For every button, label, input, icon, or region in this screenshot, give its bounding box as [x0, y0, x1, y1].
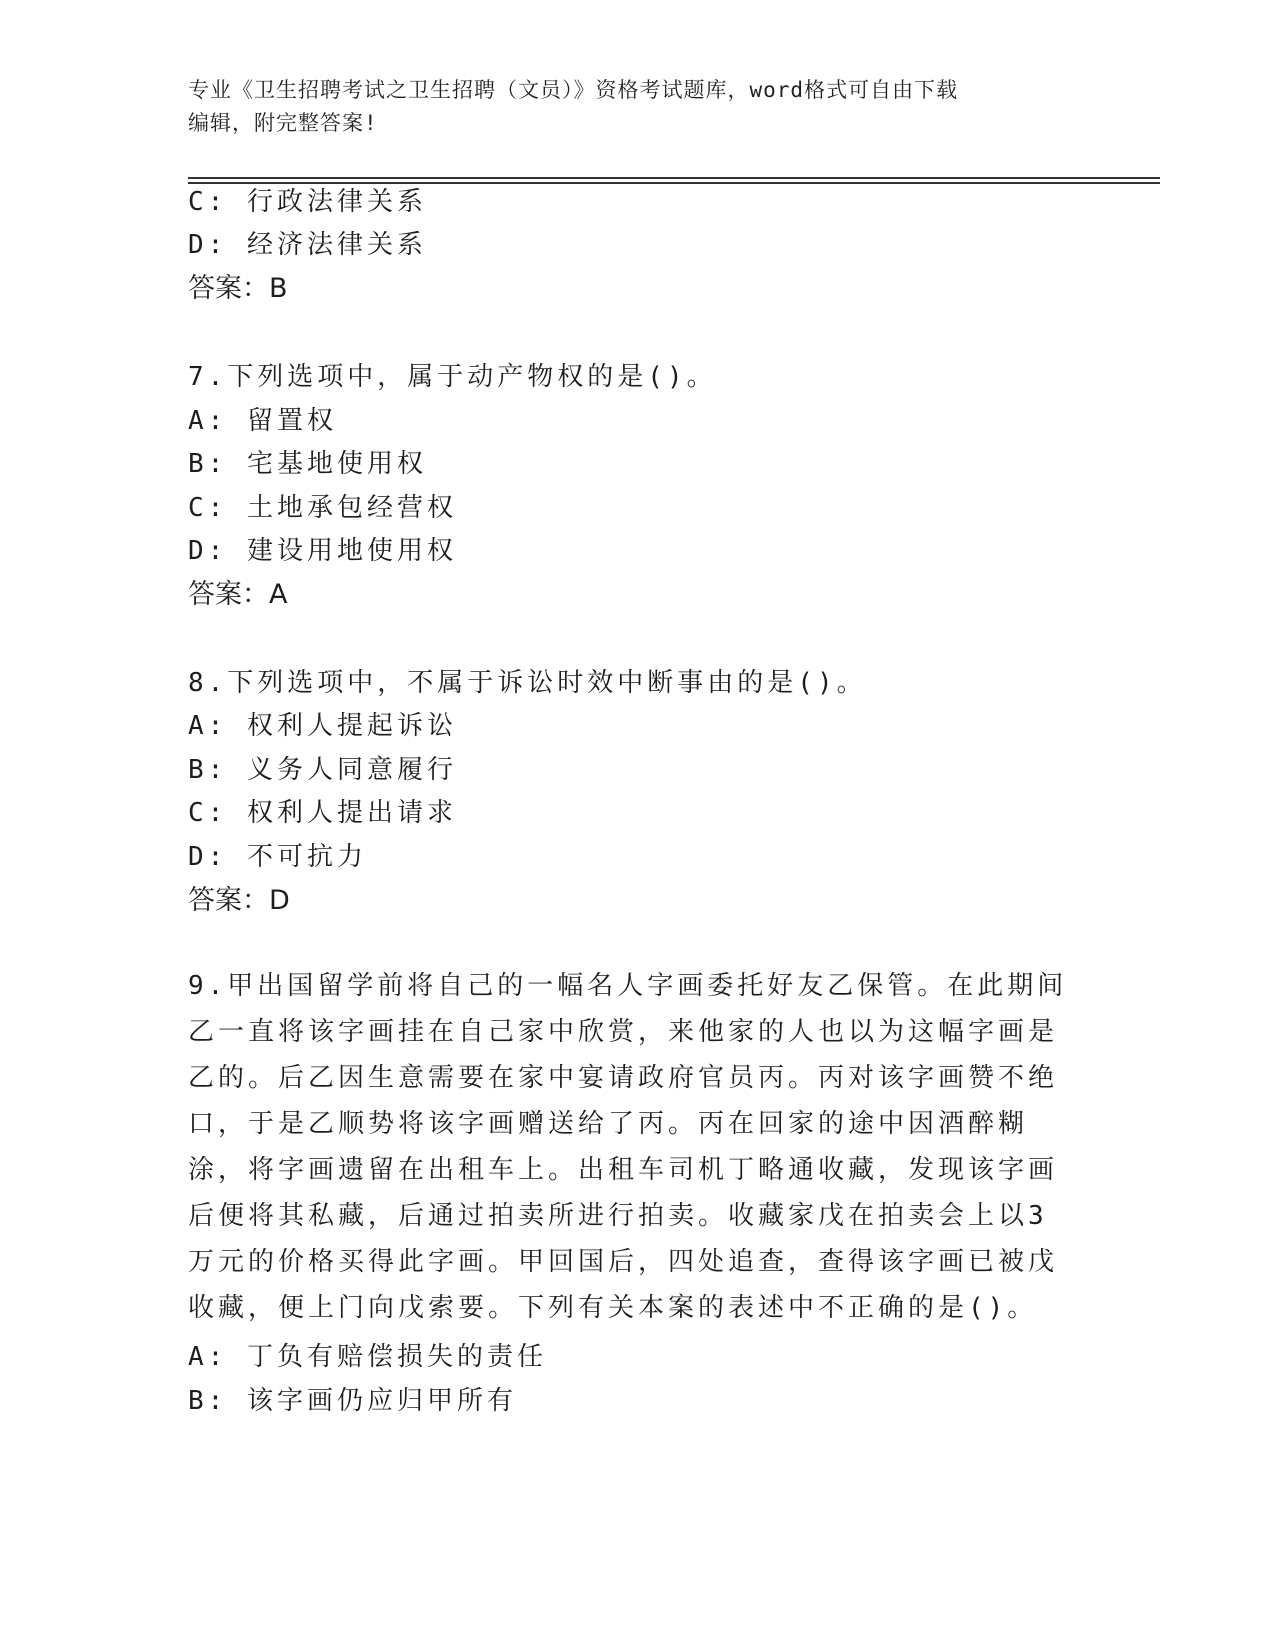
header-line-1: 专业《卫生招聘考试之卫生招聘（文员）》资格考试题库，word格式可自由下载	[188, 78, 959, 102]
document-header	[188, 74, 1088, 140]
q7-question: 7.下列选项中，属于动产物权的是()。	[188, 362, 717, 392]
q8-option-b: B: 义务人同意履行	[188, 755, 457, 785]
q8-option-c: C: 权利人提出请求	[188, 798, 457, 828]
q7-option-b: B: 宅基地使用权	[188, 449, 427, 479]
q8-option-a: A: 权利人提起诉讼	[188, 711, 457, 741]
q9-option-a: A: 丁负有赔偿损失的责任	[188, 1342, 547, 1372]
q9-question: 9.甲出国留学前将自己的一幅名人字画委托好友乙保管。在此期间乙一直将该字画挂在自己家中欣赏，来他家的人也以为这幅字画是乙的。后乙因生意需要在家中宴请政府官员丙。丙对该字画赞不绝口，于是乙顺势将该字画赠送给了丙。丙在回家的途中因酒醉糊涂，将字画遗留在出租车上。出租车司机丁略通收藏，发现该字画后便将其私藏，后通过拍卖所进行拍卖。收藏家戊在拍卖会上以3万元的价格买得此字画。甲回国后，四处追查，查得该字画已被戊收藏，便上门向戊索要。下列有关本案的表述中不正确的是()。	[188, 971, 1068, 1323]
q9-option-b: B: 该字画仍应归甲所有	[188, 1386, 517, 1416]
q8-answer: 答案：D	[188, 885, 290, 916]
q7-option-a: A: 留置权	[188, 406, 337, 436]
header-divider-top	[188, 177, 1160, 179]
q6-option-c: C: 行政法律关系	[188, 187, 427, 217]
header-line-2: 编辑，附完整答案!	[188, 111, 378, 135]
q6-option-d: D: 经济法律关系	[188, 230, 427, 260]
header-divider-bottom	[188, 182, 1160, 184]
q7-option-d: D: 建设用地使用权	[188, 536, 457, 566]
q8-question: 8.下列选项中，不属于诉讼时效中断事由的是()。	[188, 668, 867, 698]
q6-answer: 答案：B	[188, 273, 288, 304]
q7-option-c: C: 土地承包经营权	[188, 493, 457, 523]
q7-answer: 答案：A	[188, 579, 288, 610]
q8-option-d: D: 不可抗力	[188, 842, 367, 872]
